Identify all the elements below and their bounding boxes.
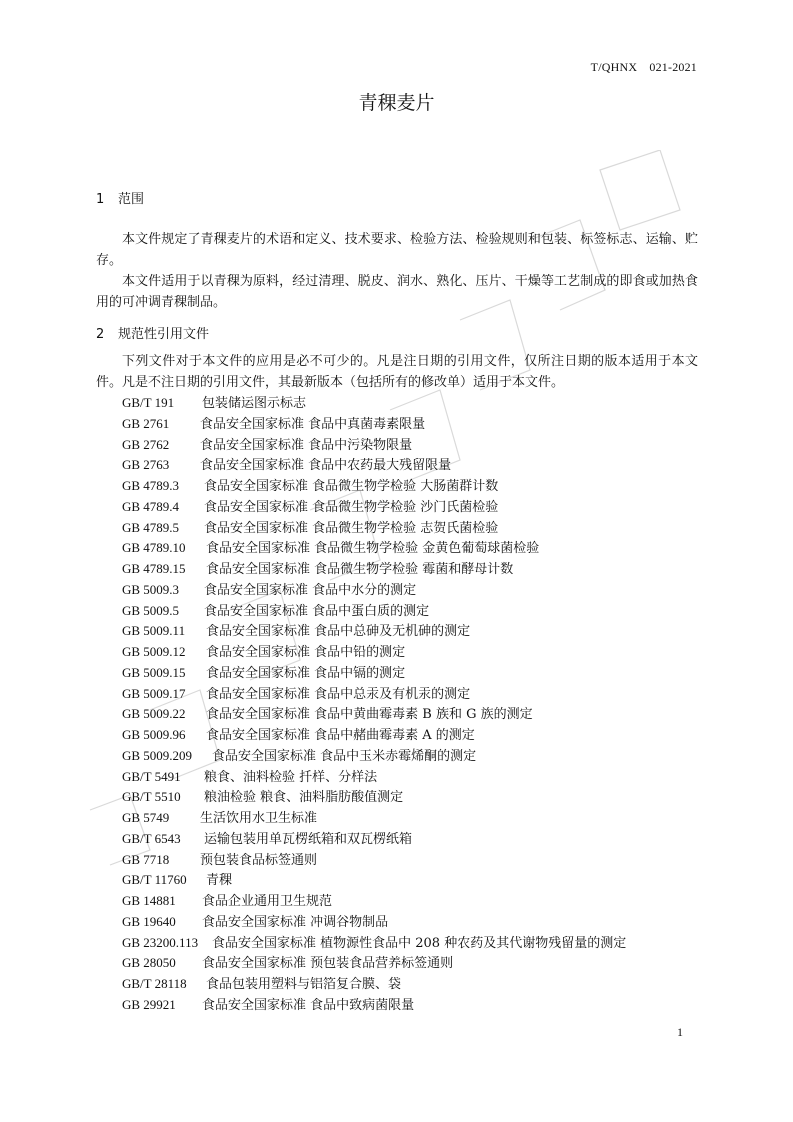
- reference-item: [122, 601, 626, 622]
- reference-title: 食品安全国家标准 食品微生物学检验 大肠菌群计数: [204, 479, 499, 494]
- reference-code: GB 5009.209: [122, 747, 193, 763]
- reference-code: GB/T 28118: [122, 976, 187, 991]
- reference-item: [122, 974, 626, 995]
- section-number: 2: [96, 327, 105, 342]
- reference-code: GB 5009.96: [122, 727, 186, 742]
- reference-item: [122, 497, 626, 518]
- reference-code: GB 5009.3: [122, 581, 180, 597]
- reference-item: [122, 808, 626, 829]
- reference-title: 食品安全国家标准 食品中水分的测定: [204, 582, 417, 598]
- reference-item: [122, 435, 626, 456]
- reference-code: GB/T 11760: [122, 872, 187, 888]
- reference-title: 青稞: [206, 873, 233, 889]
- reference-title: 食品安全国家标准 食品中致病菌限量: [202, 997, 415, 1013]
- reference-title: 粮食、油料检验 扦样、分样法: [204, 769, 378, 785]
- reference-code: GB 23200.113: [122, 934, 199, 950]
- reference-title: 食品安全国家标准 食品中玉米赤霉烯酮的测定: [212, 748, 477, 764]
- reference-item: [122, 621, 626, 642]
- reference-code: GB 2762: [122, 436, 170, 452]
- reference-code: GB 4789.5: [122, 519, 180, 535]
- reference-item: [122, 414, 626, 435]
- reference-code: GB 5009.11: [122, 623, 186, 639]
- section-heading-scope: [96, 188, 144, 207]
- reference-item: [122, 684, 626, 705]
- reference-list: [122, 393, 626, 1016]
- reference-item: [122, 455, 626, 476]
- reference-item: [122, 559, 626, 580]
- section-heading-normative-references: [96, 323, 209, 342]
- reference-code: GB 4789.10: [122, 540, 186, 556]
- reference-title: 食品安全国家标准 食品中蛋白质的测定: [204, 603, 430, 619]
- reference-code: GB 5749: [122, 810, 170, 825]
- reference-code: GB/T 5510: [122, 789, 181, 805]
- reference-title: 食品安全国家标准 食品中镉的测定: [206, 665, 406, 681]
- references-intro: 下列文件对于本文件的应用是必不可少的。凡是注日期的引用文件，仅所注日期的版本适用于本文件。凡是不注日期的引用文件，其最新版本（包括所有的修改单）适用于本文件。: [96, 354, 698, 390]
- reference-code: GB 5009.17: [122, 685, 186, 701]
- reference-title: 食品安全国家标准 食品中总砷及无机砷的测定: [206, 624, 471, 640]
- reference-code: GB 4789.3: [122, 478, 180, 493]
- reference-code: GB 5009.22: [122, 706, 186, 722]
- reference-item: [122, 518, 626, 539]
- reference-code: GB 29921: [122, 996, 176, 1012]
- reference-item: [122, 870, 626, 891]
- section-number: 1: [96, 192, 105, 207]
- reference-title: 预包装食品标签通则: [200, 852, 318, 868]
- reference-title: 食品安全国家标准 预包装食品营养标签通则: [202, 956, 454, 972]
- reference-code: GB/T 6543: [122, 830, 181, 846]
- reference-item: [122, 580, 626, 601]
- reference-item: [122, 393, 626, 414]
- reference-code: GB 5009.15: [122, 664, 186, 680]
- reference-item: [122, 829, 626, 850]
- reference-item: [122, 953, 626, 974]
- reference-item: [122, 704, 626, 725]
- reference-title: 包装储运图示标志: [202, 396, 307, 411]
- reference-item: [122, 538, 626, 559]
- reference-title: 食品安全国家标准 食品中总汞及有机汞的测定: [206, 686, 471, 702]
- reference-code: GB 2763: [122, 457, 170, 473]
- reference-title: 粮油检验 粮食、油料脂肪酸值测定: [204, 790, 404, 806]
- reference-item: [122, 787, 626, 808]
- section-title: 范围: [118, 192, 145, 207]
- reference-title: 食品安全国家标准 食品中农药最大残留限量: [200, 458, 452, 474]
- reference-code: GB 4789.4: [122, 498, 180, 514]
- reference-code: GB 19640: [122, 913, 176, 929]
- reference-item: [122, 746, 626, 767]
- reference-code: GB/T 191: [122, 395, 175, 410]
- reference-title: 食品安全国家标准 食品中赭曲霉毒素 A 的测定: [206, 728, 475, 743]
- page-number: 1: [677, 1025, 683, 1039]
- scope-paragraph-2: 本文件适用于以青稞为原料，经过清理、脱皮、润水、熟化、压片、干燥等工艺制成的即食或加热食用的可冲调青稞制品。: [96, 274, 698, 310]
- reference-title: 食品安全国家标准 食品中真菌毒素限量: [200, 416, 426, 432]
- reference-item: [122, 995, 626, 1016]
- scope-paragraph-1: 本文件规定了青稞麦片的术语和定义、技术要求、检验方法、检验规则和包装、标签标志、运输、贮存。: [96, 232, 698, 268]
- reference-item: [122, 912, 626, 933]
- reference-item: [122, 663, 626, 684]
- reference-code: GB 4789.15: [122, 561, 186, 576]
- reference-title: 食品安全国家标准 植物源性食品中 208 种农药及其代谢物残留量的测定: [212, 935, 627, 951]
- reference-code: GB 2761: [122, 415, 170, 431]
- reference-item: [122, 891, 626, 912]
- reference-code: GB/T 5491: [122, 768, 181, 784]
- reference-title: 食品安全国家标准 冲调谷物制品: [202, 914, 389, 930]
- reference-item: [122, 642, 626, 663]
- reference-code: GB 7718: [122, 851, 170, 867]
- reference-title: 食品包装用塑料与铝箔复合膜、袋: [206, 977, 402, 992]
- reference-item: [122, 725, 626, 746]
- document-code: T/QHNX 021-2021: [590, 60, 697, 74]
- reference-title: 食品企业通用卫生规范: [202, 894, 333, 909]
- reference-title: 生活饮用水卫生标准: [200, 811, 318, 826]
- reference-code: GB 5009.5: [122, 602, 180, 618]
- reference-title: 食品安全国家标准 食品中污染物限量: [200, 437, 413, 453]
- reference-item: [122, 850, 626, 871]
- reference-item: [122, 767, 626, 788]
- reference-code: GB 14881: [122, 893, 176, 908]
- section-title: 规范性引用文件: [118, 327, 210, 342]
- reference-code: GB 5009.12: [122, 644, 186, 659]
- reference-title: 食品安全国家标准 食品中黄曲霉毒素 B 族和 G 族的测定: [206, 707, 533, 723]
- reference-title: 食品安全国家标准 食品微生物学检验 沙门氏菌检验: [204, 499, 499, 515]
- reference-code: GB 28050: [122, 955, 176, 971]
- reference-item: [122, 933, 626, 954]
- reference-title: 食品安全国家标准 食品微生物学检验 金黄色葡萄球菌检验: [206, 541, 540, 557]
- reference-item: [122, 476, 626, 497]
- reference-title: 食品安全国家标准 食品微生物学检验 志贺氏菌检验: [204, 520, 499, 536]
- reference-title: 食品安全国家标准 食品微生物学检验 霉菌和酵母计数: [206, 562, 514, 577]
- reference-title: 运输包装用单瓦楞纸箱和双瓦楞纸箱: [204, 831, 413, 847]
- page-title: 青稞麦片: [358, 92, 435, 114]
- reference-title: 食品安全国家标准 食品中铅的测定: [206, 645, 406, 660]
